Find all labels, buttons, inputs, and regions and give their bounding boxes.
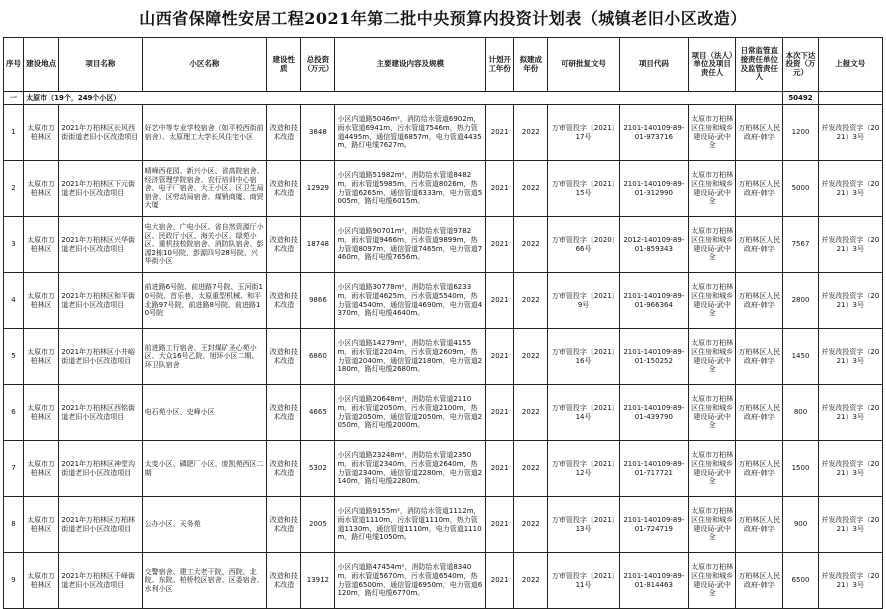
cell-seq: 3 [4, 217, 24, 273]
cell-community: 前进路工行宿舍、王封煤矿圣心苑小区、大众16号乙院、旭环小区二期、环卫队宿舍 [142, 329, 267, 385]
investment-plan-table [3, 37, 883, 609]
cell-upper-doc: 并发改投资字（2021）3号 [818, 161, 882, 217]
cell-legal-owner: 太原市万柏林区住房和城乡建设局-武中全 [689, 441, 736, 497]
table-row [4, 441, 883, 497]
cell-community: 前进路6号院、前进路7号院、玉河街10号院、首乐巷、太原重型机械、和平北路97号院、前进路8号院、前进路10号院 [142, 273, 267, 329]
cell-project-code: 2101-140109-89-01-724719 [619, 497, 688, 553]
cell-end-year: 2022 [514, 161, 548, 217]
cell-upper-doc: 并发改投资字（2021）3号 [818, 441, 882, 497]
cell-nature: 改造和技术改造 [267, 385, 301, 441]
cell-content: 小区内道路47454m²，消防给水管道8340m，雨水管道5670m，污水管道6540m，热力管道6500m，通信管道6950m，电力管道6120m，路灯电缆6770m。 [335, 553, 486, 609]
cell-this-investment: 900 [783, 497, 818, 553]
cell-project-code: 2101-140109-89-01-966364 [619, 273, 688, 329]
cell-community: 电大宿舍、广电小区、省自然资源厅小区、民政厅小区、海关小区、绿苑小区、重机技校院宿舍、消防队宿舍、彭源2栋10号院、彭源四号28号院、兴华街小区 [142, 217, 267, 273]
header-this-investment: 本次下达投资（万元） [783, 38, 818, 92]
cell-supervisor: 万柏林区人民政府-韩宇 [736, 441, 783, 497]
cell-upper-doc: 并发改投资字（2021）3号 [818, 329, 882, 385]
region-total: 50492 [783, 92, 818, 105]
cell-this-investment: 2800 [783, 273, 818, 329]
cell-start-year: 2021 [486, 553, 514, 609]
cell-seq: 1 [4, 105, 24, 161]
cell-seq: 5 [4, 329, 24, 385]
cell-legal-owner: 太原市万柏林区住房和城乡建设局-武中全 [689, 161, 736, 217]
cell-project: 2021年万柏林区千峰街道老旧小区改造项目 [59, 553, 142, 609]
cell-seq: 6 [4, 385, 24, 441]
cell-nature: 改造和技术改造 [267, 329, 301, 385]
table-row [4, 273, 883, 329]
header-approval-doc: 可研批复文号 [548, 38, 619, 92]
cell-start-year: 2021 [486, 385, 514, 441]
cell-supervisor: 万柏林区人民政府-韩宇 [736, 497, 783, 553]
cell-start-year: 2021 [486, 329, 514, 385]
cell-nature: 改造和技术改造 [267, 553, 301, 609]
cell-this-investment: 1450 [783, 329, 818, 385]
cell-nature: 改造和技术改造 [267, 161, 301, 217]
cell-investment: 13912 [301, 553, 335, 609]
cell-end-year: 2022 [514, 273, 548, 329]
table-row [4, 553, 883, 609]
cell-upper-doc: 并发改投资字（2021）3号 [818, 553, 882, 609]
cell-approval-doc: 万审管投字〔2021〕17号 [548, 105, 619, 161]
cell-legal-owner: 太原市万柏林区住房和城乡建设局-武中全 [689, 497, 736, 553]
cell-legal-owner: 太原市万柏林区住房和城乡建设局-武中全 [689, 105, 736, 161]
cell-start-year: 2021 [486, 217, 514, 273]
cell-location: 太原市万柏林区 [24, 497, 59, 553]
cell-project-code: 2101-140109-89-01-312990 [619, 161, 688, 217]
cell-location: 太原市万柏林区 [24, 385, 59, 441]
cell-legal-owner: 太原市万柏林区住房和城乡建设局-武中全 [689, 553, 736, 609]
cell-start-year: 2021 [486, 441, 514, 497]
cell-investment: 18748 [301, 217, 335, 273]
cell-approval-doc: 万审管投字〔2021〕9号 [548, 273, 619, 329]
header-content: 主要建设内容及规模 [335, 38, 486, 92]
cell-project-code: 2101-140109-89-01-150252 [619, 329, 688, 385]
cell-investment: 12929 [301, 161, 335, 217]
cell-end-year: 2022 [514, 105, 548, 161]
cell-supervisor: 万柏林区人民政府-韩宇 [736, 105, 783, 161]
header-nature: 建设性质 [267, 38, 301, 92]
cell-end-year: 2022 [514, 553, 548, 609]
table-row [4, 497, 883, 553]
table-header-row [4, 38, 883, 92]
cell-investment: 9866 [301, 273, 335, 329]
cell-supervisor: 万柏林区人民政府-韩宇 [736, 161, 783, 217]
cell-nature: 改造和技术改造 [267, 105, 301, 161]
cell-location: 太原市万柏林区 [24, 217, 59, 273]
cell-community: 电石苑小区、史峰小区 [142, 385, 267, 441]
header-investment: 总投资（万元） [301, 38, 335, 92]
region-marker: 一 [4, 92, 24, 105]
cell-start-year: 2021 [486, 497, 514, 553]
cell-location: 太原市万柏林区 [24, 273, 59, 329]
region-empty-cell [818, 92, 882, 105]
cell-this-investment: 6500 [783, 553, 818, 609]
cell-nature: 改造和技术改造 [267, 497, 301, 553]
cell-content: 小区内道路20648m²，消防给水管道2110m，雨水管道2050m，污水管道2100m，热力管道2050m，通信管道2050m，电力管道2050m，路灯电缆2000m。 [335, 385, 486, 441]
cell-start-year: 2021 [486, 161, 514, 217]
cell-upper-doc: 并发改投资字（2021）3号 [818, 497, 882, 553]
region-row [4, 92, 883, 105]
cell-content: 小区内道路14279m²，消防给水管道4155m，雨水管道2204m，污水管道2609m，热力管道2040m，通信管道2180m，电力管道2180m，路灯电缆2680m。 [335, 329, 486, 385]
cell-this-investment: 5000 [783, 161, 818, 217]
cell-community: 好艺中等专业学校宿舍（如平校西街前宿舍）、太原理工大学长风住宅小区 [142, 105, 267, 161]
cell-location: 太原市万柏林区 [24, 553, 59, 609]
cell-legal-owner: 太原市万柏林区住房和城乡建设局-武中全 [689, 329, 736, 385]
cell-content: 小区内道路30778m²，消防给水管道6233m，雨水管道4625m，污水管道5540m，热力管道4540m，通信管道4690m，电力管道4370m，路灯电缆4640m。 [335, 273, 486, 329]
cell-project: 2021年万柏林区神堂沟街道老旧小区改造项目 [59, 441, 142, 497]
cell-supervisor: 万柏林区人民政府-韩宇 [736, 553, 783, 609]
cell-project: 2021年万柏林区长风西街街道老旧小区改造项目 [59, 105, 142, 161]
cell-investment: 6860 [301, 329, 335, 385]
cell-project-code: 2101-140109-89-01-814463 [619, 553, 688, 609]
cell-project-code: 2012-140109-89-01-859343 [619, 217, 688, 273]
table-row [4, 161, 883, 217]
header-end-year: 拟建成年份 [514, 38, 548, 92]
cell-start-year: 2021 [486, 105, 514, 161]
cell-seq: 2 [4, 161, 24, 217]
table-row [4, 329, 883, 385]
cell-legal-owner: 太原市万柏林区住房和城乡建设局-武中全 [689, 385, 736, 441]
cell-community: 太变小区、磷肥厂小区、庞凯苑西区二期 [142, 441, 267, 497]
cell-project: 2021年万柏林区和平街道老旧小区改造项目 [59, 273, 142, 329]
cell-project: 2021年万柏林区万柏林街道老旧小区改造项目 [59, 497, 142, 553]
header-upper-doc: 上报文号 [818, 38, 882, 92]
cell-nature: 改造和技术改造 [267, 273, 301, 329]
cell-investment: 4665 [301, 385, 335, 441]
cell-project: 2021年万柏林区兴华街道老旧小区改造项目 [59, 217, 142, 273]
cell-this-investment: 1500 [783, 441, 818, 497]
cell-supervisor: 万柏林区人民政府-韩宇 [736, 329, 783, 385]
cell-community: 交警宿舍、建工大老干院、西院、北院、东院、柏桥校区宿舍、区委宿舍、水利小区 [142, 553, 267, 609]
cell-legal-owner: 太原市万柏林区住房和城乡建设局-武中全 [689, 273, 736, 329]
cell-project-code: 2101-140109-89-01-717721 [619, 441, 688, 497]
cell-legal-owner: 太原市万柏林区住房和城乡建设局-武中全 [689, 217, 736, 273]
header-legal-owner: 项目（法人）单位及项目责任人 [689, 38, 736, 92]
cell-project: 2021年万柏林区小井峪街道老旧小区改造项目 [59, 329, 142, 385]
cell-this-investment: 7567 [783, 217, 818, 273]
cell-this-investment: 800 [783, 385, 818, 441]
header-supervisor: 日常监管直接责任单位及监管责任人 [736, 38, 783, 92]
cell-investment: 3848 [301, 105, 335, 161]
cell-project: 2021年万柏林区西铭街道老旧小区改造项目 [59, 385, 142, 441]
cell-content: 小区内道路5046m²，消防给水管道6902m，雨水管道6941m，污水管道7546m，热力管道4495m，通信管道6857m，电力管道4435m，路灯电缆7627m。 [335, 105, 486, 161]
cell-seq: 8 [4, 497, 24, 553]
cell-end-year: 2022 [514, 497, 548, 553]
cell-project: 2021年万柏林区下元街道老旧小区改造项目 [59, 161, 142, 217]
cell-upper-doc: 并发改投资字（2021）3号 [818, 217, 882, 273]
cell-location: 太原市万柏林区 [24, 441, 59, 497]
cell-end-year: 2022 [514, 385, 548, 441]
cell-investment: 5302 [301, 441, 335, 497]
header-location: 建设地点 [24, 38, 59, 92]
cell-approval-doc: 万审管投字〔2021〕13号 [548, 497, 619, 553]
cell-supervisor: 万柏林区人民政府-韩宇 [736, 217, 783, 273]
table-row [4, 217, 883, 273]
cell-seq: 9 [4, 553, 24, 609]
header-community: 小区名称 [142, 38, 267, 92]
cell-approval-doc: 万审管投字〔2020〕66号 [548, 217, 619, 273]
cell-end-year: 2022 [514, 329, 548, 385]
cell-end-year: 2022 [514, 217, 548, 273]
cell-location: 太原市万柏林区 [24, 329, 59, 385]
header-project-code: 项目代码 [619, 38, 688, 92]
cell-content: 小区内道路9155m²，消防给水管道1112m，雨水管道1110m，污水管道1110m，热力管道1130m，通信管道1110m，电力管道1110m，路灯电缆1050m。 [335, 497, 486, 553]
cell-supervisor: 万柏林区人民政府-韩宇 [736, 273, 783, 329]
cell-content: 小区内道路51982m²，消防给水管道8482m，雨水管道5985m，污水管道8026m，热力管道6265m，通信管道6333m，电力管道5005m，路灯电缆6015m。 [335, 161, 486, 217]
cell-approval-doc: 万审管投字〔2021〕16号 [548, 329, 619, 385]
header-start-year: 计划开工年份 [486, 38, 514, 92]
region-label: 太原市（19个，249个小区） [24, 92, 783, 105]
table-row [4, 105, 883, 161]
cell-project-code: 2101-140109-89-01-439790 [619, 385, 688, 441]
cell-content: 小区内道路23248m²，消防给水管道2350m，雨水管道2340m，污水管道2640m，热力管道2340m，通信管道2280m，电力管道2140m，路灯电缆2280m。 [335, 441, 486, 497]
header-project: 项目名称 [59, 38, 142, 92]
cell-upper-doc: 并发改投资字（2021）3号 [818, 273, 882, 329]
cell-location: 太原市万柏林区 [24, 161, 59, 217]
table-row [4, 385, 883, 441]
cell-seq: 4 [4, 273, 24, 329]
cell-community: 晴峰西花园、新兴小区、省高院宿舍、经济管理学院宿舍、农行培训中心宿舍、电子厂宿舍、大王小区、区卫生局宿舍、区劳动局宿舍、煤销商厦、商贸大厦 [142, 161, 267, 217]
cell-approval-doc: 万审管投字〔2021〕11号 [548, 553, 619, 609]
cell-approval-doc: 万审管投字〔2021〕14号 [548, 385, 619, 441]
cell-investment: 2005 [301, 497, 335, 553]
cell-this-investment: 1200 [783, 105, 818, 161]
cell-location: 太原市万柏林区 [24, 105, 59, 161]
cell-project-code: 2101-140109-89-01-973716 [619, 105, 688, 161]
cell-upper-doc: 并发改投资字（2021）3号 [818, 385, 882, 441]
cell-supervisor: 万柏林区人民政府-韩宇 [736, 385, 783, 441]
cell-community: 公办小区、天务苑 [142, 497, 267, 553]
cell-nature: 改造和技术改造 [267, 441, 301, 497]
header-seq: 序号 [4, 38, 24, 92]
document-title: 山西省保障性安居工程2021年第二批中央预算内投资计划表（城镇老旧小区改造） [139, 9, 747, 28]
cell-upper-doc: 并发改投资字（2021）3号 [818, 105, 882, 161]
cell-start-year: 2021 [486, 273, 514, 329]
cell-end-year: 2022 [514, 441, 548, 497]
cell-content: 小区内道路90701m²，消防给水管道9782m，雨水管道9466m，污水管道9899m，热力管道8097m，通信管道7465m，电力管道7460m，路灯电缆7656m。 [335, 217, 486, 273]
cell-nature: 改造和技术改造 [267, 217, 301, 273]
cell-approval-doc: 万审管投字〔2021〕12号 [548, 441, 619, 497]
cell-approval-doc: 万审管投字〔2021〕15号 [548, 161, 619, 217]
cell-seq: 7 [4, 441, 24, 497]
